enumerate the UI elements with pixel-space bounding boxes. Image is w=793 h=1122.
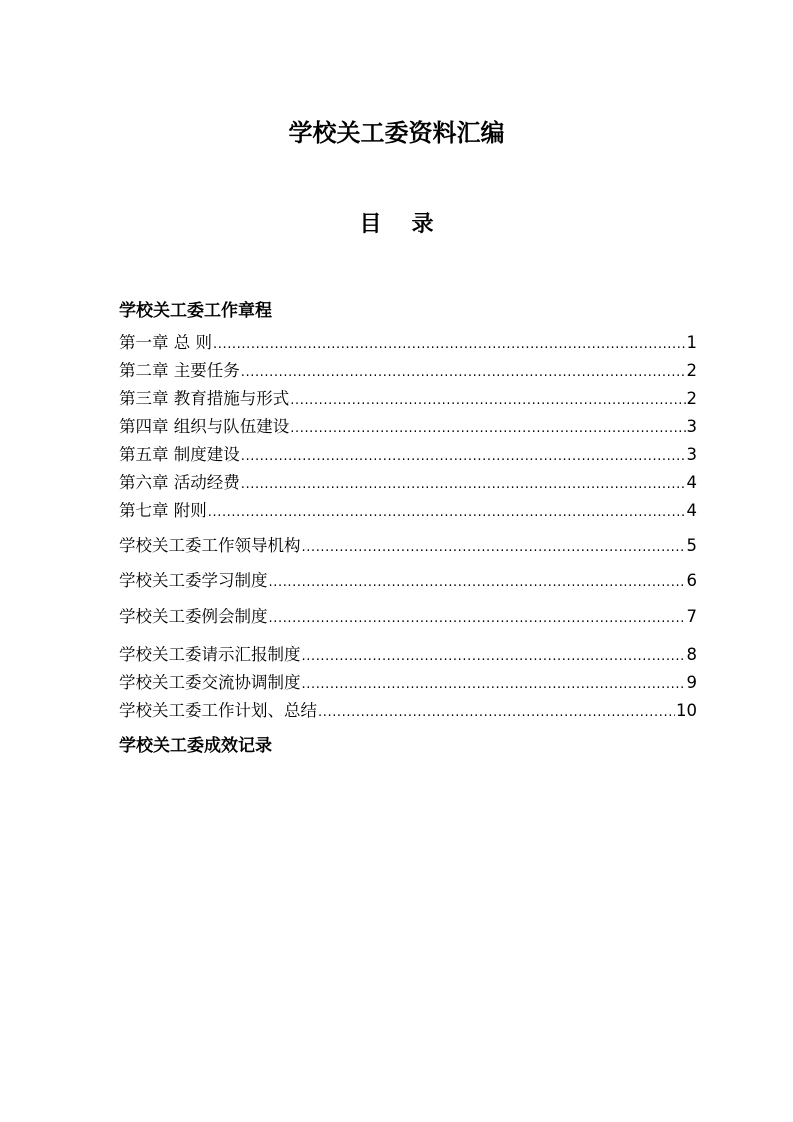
toc-entry[interactable] — [119, 332, 697, 354]
dot-leader — [290, 392, 685, 410]
toc-entry-label: 学校关工委交流协调制度 — [119, 673, 301, 692]
toc-entry-page: 2 — [686, 361, 697, 380]
toc-entry[interactable] — [119, 644, 697, 666]
toc-entry[interactable] — [119, 444, 697, 466]
toc-entry-page: 6 — [686, 571, 697, 590]
toc-entry-page: 3 — [686, 445, 697, 464]
toc-entry[interactable] — [119, 606, 697, 628]
dot-leader — [269, 610, 686, 628]
toc-entry-label: 学校关工委学习制度 — [119, 571, 268, 590]
toc-entry-label: 学校关工委工作领导机构 — [119, 536, 301, 555]
dot-leader — [213, 336, 686, 354]
document-title: 学校关工委资料汇编 — [288, 119, 505, 147]
dot-leader — [318, 704, 675, 722]
toc-entry-page: 4 — [686, 473, 697, 492]
toc-entry-page: 8 — [686, 645, 697, 664]
toc-entry-label: 学校关工委例会制度 — [119, 607, 268, 626]
toc-entry-page: 4 — [686, 501, 697, 520]
dot-leader — [290, 420, 685, 438]
toc-entry-label: 第四章 组织与队伍建设 — [119, 417, 290, 436]
toc-entry[interactable] — [119, 535, 697, 557]
dot-leader — [241, 476, 686, 494]
toc-entry-page: 5 — [686, 536, 697, 555]
toc-entry-page: 10 — [676, 701, 697, 720]
toc-entry[interactable] — [119, 672, 697, 694]
dot-leader — [241, 448, 686, 466]
dot-leader — [302, 676, 686, 694]
toc-entry[interactable] — [119, 416, 697, 438]
toc-section-heading: 学校关工委成效记录 — [119, 736, 272, 756]
toc-entry[interactable] — [119, 500, 697, 522]
toc-entry-label: 第二章 主要任务 — [119, 361, 240, 380]
toc-entry-page: 3 — [686, 417, 697, 436]
dot-leader — [269, 574, 686, 592]
toc-entry-label: 第一章 总 则 — [119, 333, 212, 352]
toc-entry-label: 学校关工委工作计划、总结 — [119, 701, 317, 720]
toc-entry[interactable] — [119, 700, 697, 722]
toc-entry[interactable] — [119, 360, 697, 382]
toc-entry-page: 2 — [686, 389, 697, 408]
toc-entry-page: 1 — [686, 333, 697, 352]
toc-entry-label: 学校关工委请示汇报制度 — [119, 645, 301, 664]
toc-entry-label: 第七章 附则 — [119, 501, 207, 520]
toc-entry-label: 第五章 制度建设 — [119, 445, 240, 464]
dot-leader — [302, 648, 686, 666]
dot-leader — [302, 539, 686, 557]
toc-entry-label: 第六章 活动经费 — [119, 473, 240, 492]
toc-entry[interactable] — [119, 472, 697, 494]
toc-entry-page: 7 — [686, 607, 697, 626]
toc-entry[interactable] — [119, 570, 697, 592]
toc-title: 目录 — [359, 212, 464, 237]
toc-entry-page: 9 — [686, 673, 697, 692]
dot-leader — [208, 504, 686, 522]
toc-entry-label: 第三章 教育措施与形式 — [119, 389, 290, 408]
toc-entry[interactable] — [119, 388, 697, 410]
toc-section-heading: 学校关工委工作章程 — [119, 301, 272, 321]
dot-leader — [241, 364, 686, 382]
